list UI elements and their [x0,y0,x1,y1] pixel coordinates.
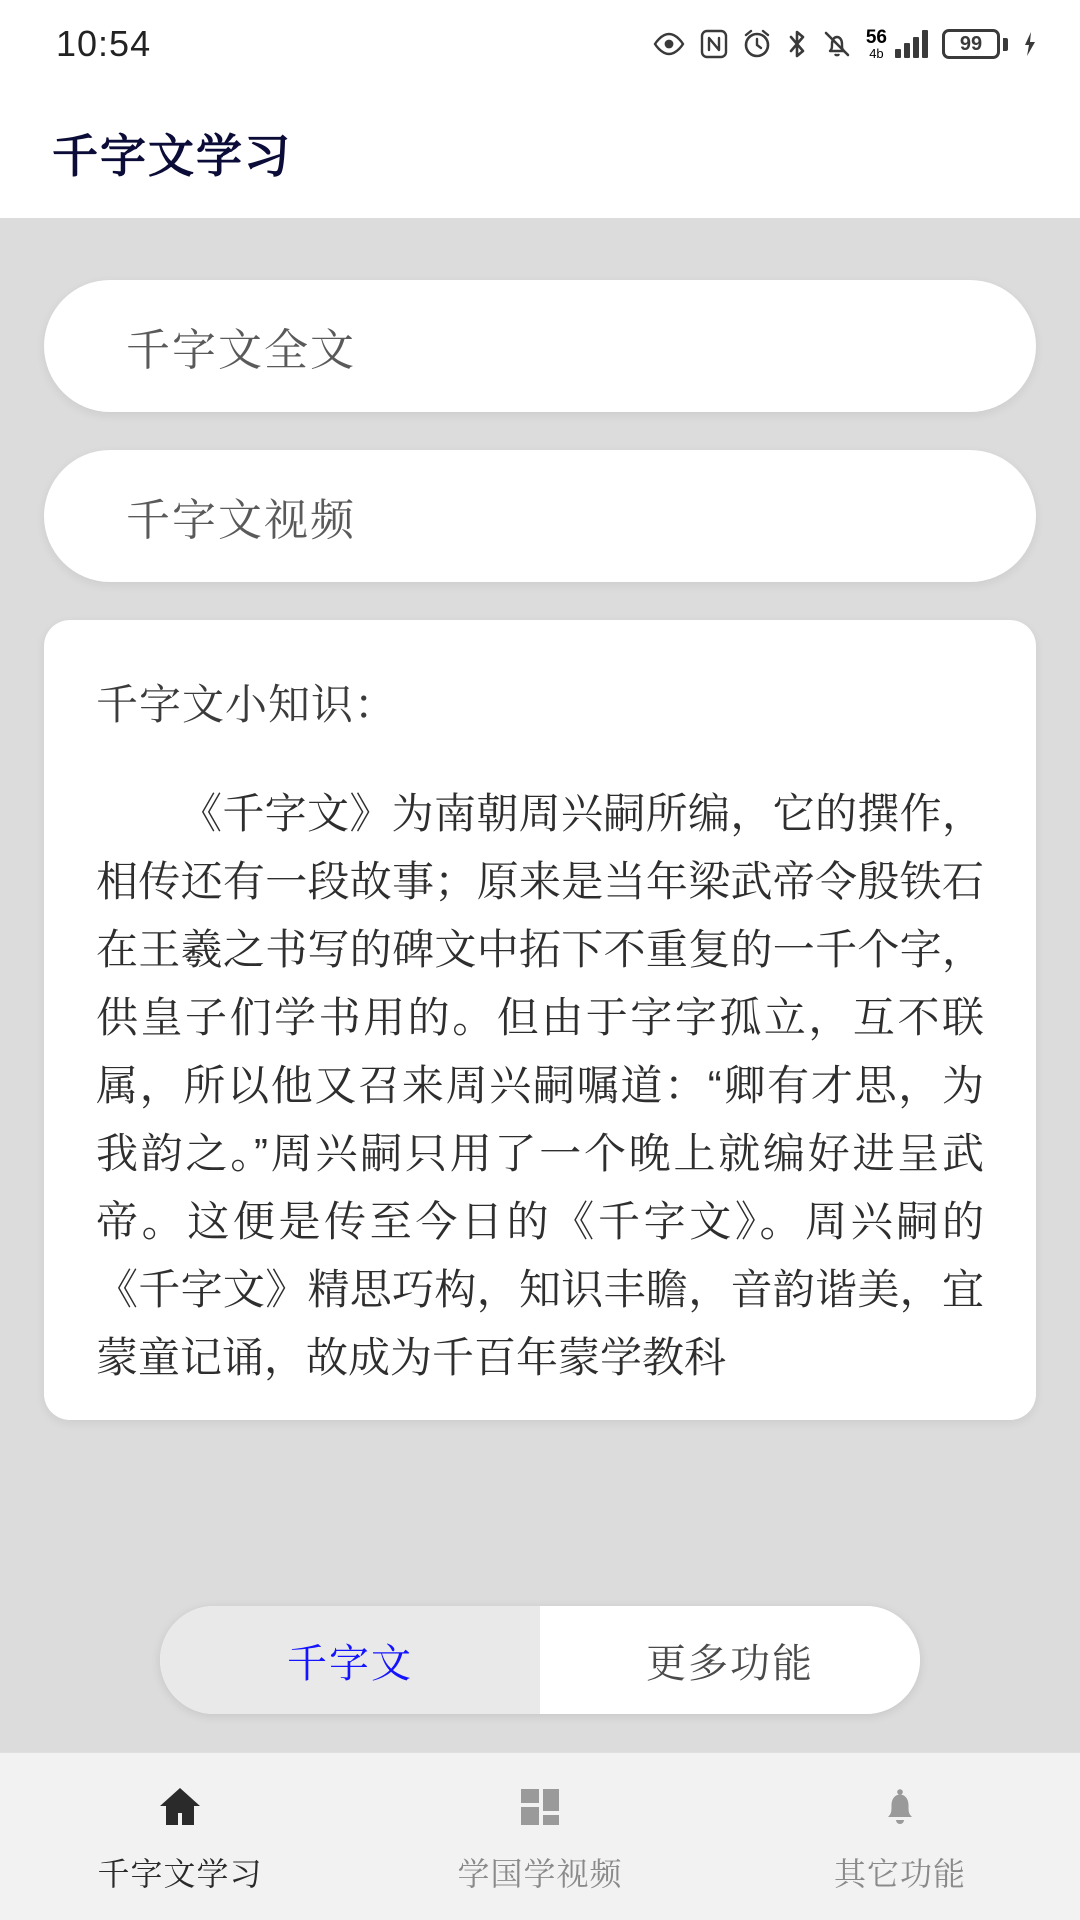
page-title: 千字文学习 [52,130,292,182]
battery-cap [1003,38,1008,51]
nav-item-video-label: 学国学视频 [457,1855,623,1892]
nav-item-study[interactable] [0,1753,360,1920]
network-label-top: 56 [865,27,887,48]
bottom-nav [0,1752,1080,1920]
app-header [0,88,1080,218]
network-label-bottom: 4b [869,46,884,61]
tab-more-functions[interactable]: 更多功能 [540,1606,920,1714]
battery-level-text: 99 [942,29,1000,59]
knowledge-card-body: 《千字文》为南朝周兴嗣所编，它的撰作，相传还有一段故事；原来是当年梁武帝令殷铁石在王羲之书写的碑文中拓下不重复的一千个字，供皇子们学书用的。但由于字字孤立，互不联属，所以他又召来周兴嗣嘱道：“卿有才思，为我韵之。”周兴嗣只用了一个晚上就编好进呈武帝。这便是传至今日的《千字文》。周兴嗣的《千字文》精思巧构，知识丰瞻，音韵谐美，宜蒙童记诵，故成为千百年蒙学教科 [96,790,984,1382]
video-button-label: 千字文视频 [126,496,356,545]
segmented-control[interactable] [160,1606,920,1714]
bluetooth-icon [786,28,808,60]
mute-bell-icon [822,29,852,59]
bell-icon [874,1779,926,1835]
full-text-button-label: 千字文全文 [126,326,356,375]
knowledge-card[interactable] [44,620,1036,1420]
alarm-icon [742,29,772,59]
video-button[interactable] [44,450,1036,582]
nfc-icon [700,29,728,59]
full-text-button[interactable] [44,280,1036,412]
nav-item-video[interactable] [360,1753,720,1920]
eye-icon [652,31,686,57]
status-time: 10:54 [56,23,152,64]
signal-bars-icon [895,30,928,58]
home-icon [154,1779,206,1835]
knowledge-card-heading: 千字文小知识： [96,681,398,728]
network-type-indicator [866,28,887,60]
tab-qianziwen[interactable]: 千字文 [160,1606,540,1714]
nav-item-other-label: 其它功能 [833,1855,966,1892]
nav-item-study-label: 千字文学习 [97,1855,263,1892]
status-icons [652,28,1036,60]
battery-icon [942,29,1008,59]
main-content [0,218,1080,1752]
nav-item-other[interactable] [720,1753,1080,1920]
status-bar [0,0,1080,88]
grid-icon [514,1779,566,1835]
charging-bolt-icon [1022,30,1036,58]
